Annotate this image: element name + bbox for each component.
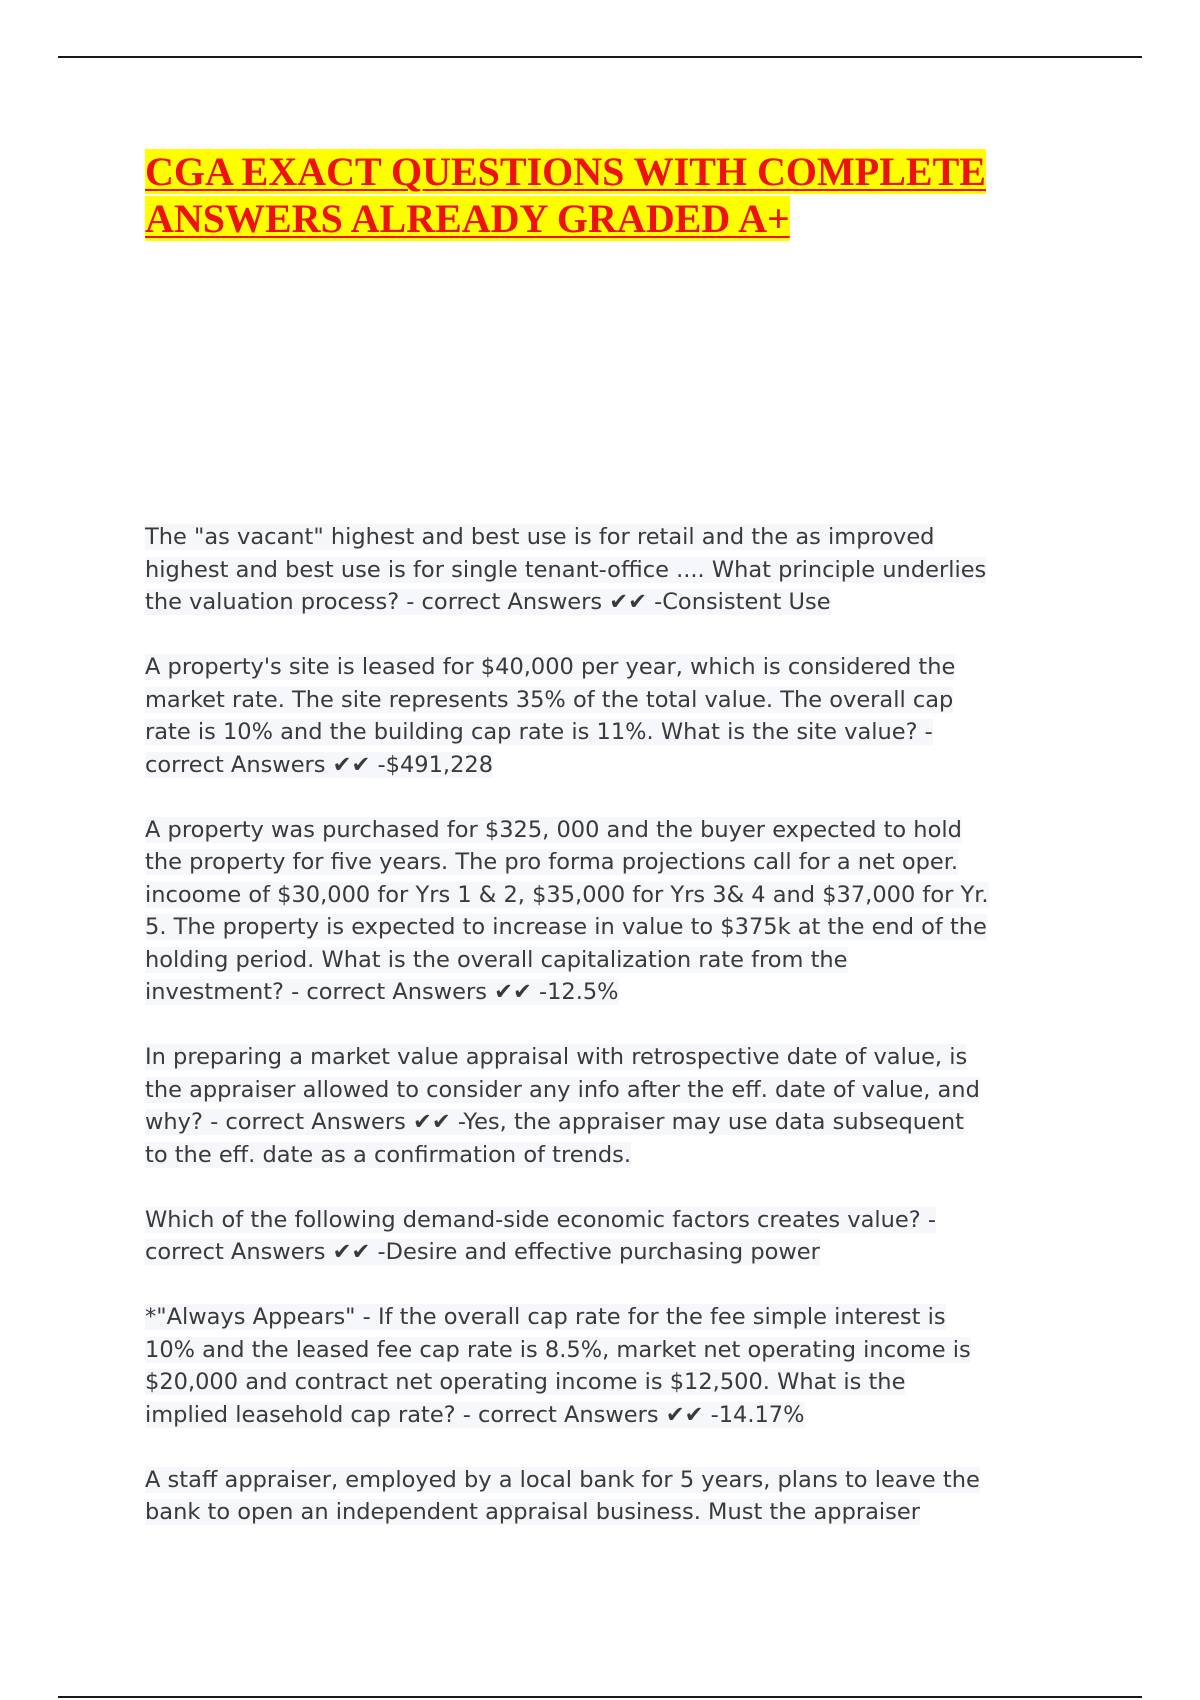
qa-line: highest and best use is for single tenant-office .... What principle underlies [145, 556, 987, 583]
qa-line: incoome of $30,000 for Yrs 1 & 2, $35,000 for Yrs 3& 4 and $37,000 for Yr. [145, 881, 989, 908]
qa-line: the property for five years. The pro forma projections call for a net oper. [145, 849, 959, 875]
qa-line: market rate. The site represents 35% of the total value. The overall cap [145, 686, 954, 713]
qa-item [145, 814, 1065, 1009]
qa-item [145, 521, 1065, 619]
qa-line: implied leasehold cap rate? - correct Answers ✔✔ -14.17% [145, 1401, 805, 1428]
qa-line: A property was purchased for $325, 000 and the buyer expected to hold [145, 816, 962, 843]
qa-line: Which of the following demand-side economic factors creates value? - [145, 1206, 936, 1233]
qa-line: why? - correct Answers ✔✔ -Yes, the appraiser may use data subsequent [145, 1109, 964, 1135]
qa-line: A staff appraiser, employed by a local bank for 5 years, plans to leave the [145, 1466, 980, 1493]
qa-line: investment? - correct Answers ✔✔ -12.5% [145, 979, 619, 1005]
top-divider [58, 56, 1142, 58]
qa-item [145, 1041, 1065, 1171]
qa-line: the appraiser allowed to consider any info after the eff. date of value, and [145, 1076, 980, 1103]
bottom-divider [58, 1696, 1142, 1698]
qa-item [145, 651, 1065, 781]
title-highlight: CGA EXACT QUESTIONS WITH COMPLETE ANSWERS ALREADY GRADED A+ [145, 149, 986, 241]
qa-line: In preparing a market value appraisal with retrospective date of value, is [145, 1044, 968, 1070]
qa-line: the valuation process? - correct Answers ✔✔ -Consistent Use [145, 589, 831, 615]
qa-line: holding period. What is the overall capitalization rate from the [145, 946, 848, 973]
qa-line: to the eff. date as a confirmation of trends. [145, 1141, 632, 1168]
qa-item [145, 1464, 1065, 1529]
qa-line: rate is 10% and the building cap rate is 11%. What is the site value? - [145, 719, 933, 745]
qa-line: *"Always Appears" - If the overall cap rate for the fee simple interest is [145, 1304, 946, 1330]
document-title [145, 148, 1085, 242]
qa-item [145, 1204, 1065, 1269]
qa-line: $20,000 and contract net operating income is $12,500. What is the [145, 1369, 906, 1395]
qa-line: 5. The property is expected to increase in value to $375k at the end of the [145, 914, 987, 940]
qa-line: The "as vacant" highest and best use is for retail and the as improved [145, 524, 935, 550]
qa-line: correct Answers ✔✔ -$491,228 [145, 751, 494, 778]
qa-line: A property's site is leased for $40,000 per year, which is considered the [145, 654, 956, 680]
qa-line: bank to open an independent appraisal business. Must the appraiser [145, 1499, 920, 1525]
qa-line: 10% and the leased fee cap rate is 8.5%, market net operating income is [145, 1336, 971, 1363]
qa-line: correct Answers ✔✔ -Desire and effective purchasing power [145, 1239, 820, 1265]
qa-item [145, 1301, 1065, 1431]
qa-list [145, 521, 1065, 1561]
